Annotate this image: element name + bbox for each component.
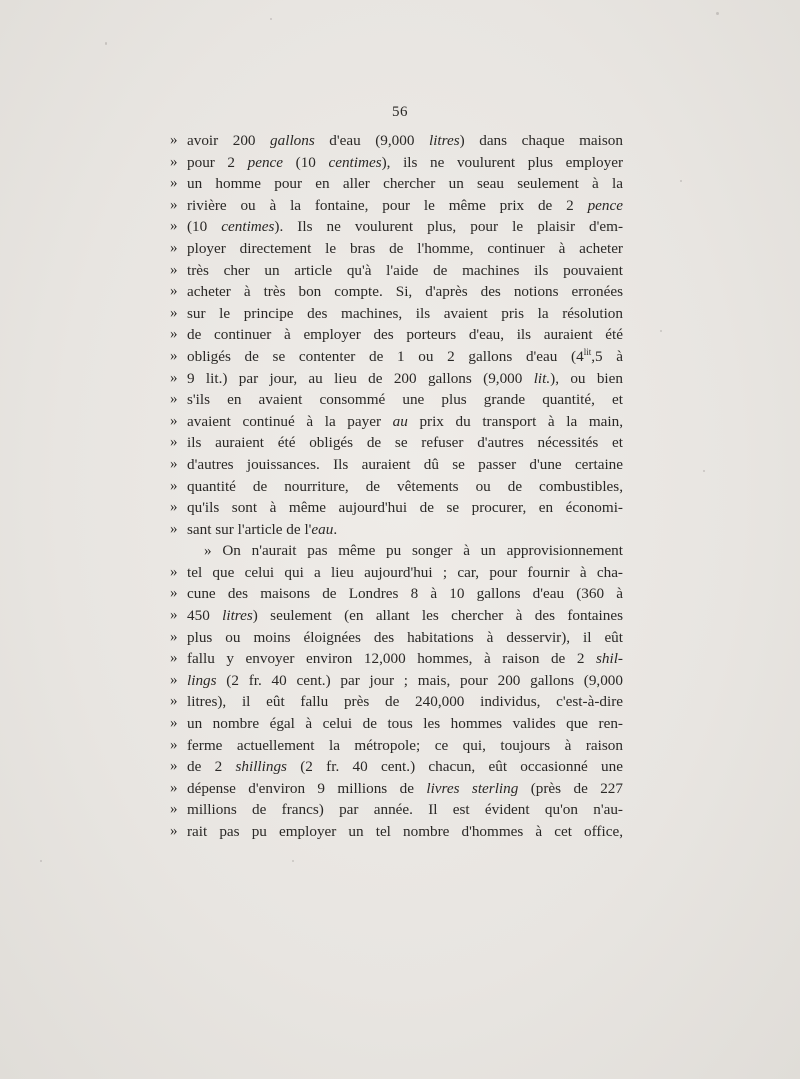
text-segment: ), ils ne voulurent plus employer bbox=[381, 153, 624, 171]
text-segment: (10 bbox=[187, 218, 222, 236]
paper-speck bbox=[292, 860, 294, 862]
text-line bbox=[170, 303, 623, 325]
text-segment: eau bbox=[311, 520, 334, 538]
quote-mark: » bbox=[170, 477, 178, 494]
body-text bbox=[170, 130, 624, 843]
quote-mark: » bbox=[170, 499, 178, 516]
text-segment: pence bbox=[247, 153, 284, 171]
text-line bbox=[170, 562, 623, 584]
text-segment: 450 bbox=[187, 607, 223, 625]
text-line bbox=[170, 735, 623, 757]
text-segment: (2 fr. 40 cent.) chacun, eût occasionné une bbox=[286, 758, 623, 776]
text-segment: ) dans chaque maison bbox=[459, 132, 623, 149]
quote-mark: » bbox=[170, 736, 178, 753]
text-line bbox=[170, 691, 623, 713]
paper-speck bbox=[680, 180, 682, 182]
text-line bbox=[170, 519, 623, 541]
text-line bbox=[170, 130, 623, 152]
quote-mark: » bbox=[170, 434, 178, 451]
text-segment: obligés de se contenter de 1 ou 2 gallons d'eau (4 bbox=[187, 347, 584, 365]
text-line bbox=[170, 281, 623, 303]
quote-mark: » bbox=[170, 175, 178, 192]
text-segment: sant sur l'article de l' bbox=[187, 520, 312, 538]
text-line bbox=[170, 778, 623, 800]
text-line bbox=[170, 195, 623, 217]
text-segment: ,5 à bbox=[591, 347, 624, 365]
quote-mark: » bbox=[170, 455, 178, 472]
text-segment: (2 fr. 40 cent.) par jour ; mais, pour 200 gallons (9,000 bbox=[216, 671, 623, 689]
quote-mark: » bbox=[170, 758, 178, 775]
quote-mark: » bbox=[170, 391, 178, 408]
text-segment: millions de francs) par année. Il est évident qu'on n'au- bbox=[187, 801, 623, 819]
text-segment: très cher un article qu'à l'aide de machines ils pouvaient bbox=[187, 261, 623, 279]
text-segment: rait pas pu employer un tel nombre d'hommes à cet office, bbox=[187, 823, 623, 840]
quote-mark: » bbox=[170, 779, 178, 796]
text-segment: sur le principe des machines, ils avaient pris la résolution bbox=[187, 304, 623, 322]
page-number: 56 bbox=[392, 104, 408, 120]
text-segment: ils auraient été obligés de se refuser d'autres nécessités et bbox=[187, 434, 623, 452]
text-segment: un nombre égal à celui de tous les hommes valides que ren- bbox=[187, 715, 623, 733]
text-segment: cune des maisons de Londres 8 à 10 gallons d'eau (360 à bbox=[187, 585, 623, 603]
quote-mark: » bbox=[170, 520, 178, 537]
quote-mark: » bbox=[170, 650, 178, 667]
paper-speck bbox=[40, 860, 42, 862]
quote-mark: » bbox=[170, 239, 178, 256]
text-line bbox=[170, 821, 623, 843]
text-segment: un homme pour en aller chercher un seau seulement à la bbox=[187, 175, 623, 193]
text-line bbox=[170, 583, 623, 605]
text-segment: centimes bbox=[328, 153, 382, 171]
text-segment: ferme actuellement la métropole; ce qui, toujours à raison bbox=[187, 736, 623, 754]
text-segment: ). Ils ne voulurent plus, pour le plaisir d'em- bbox=[274, 218, 624, 236]
quote-mark: » bbox=[170, 801, 178, 818]
text-segment: rivière ou à la fontaine, pour le même prix de 2 bbox=[187, 196, 588, 214]
text-segment: pence bbox=[587, 196, 623, 214]
text-line bbox=[170, 756, 623, 778]
text-line bbox=[170, 670, 623, 692]
text-segment: tel que celui qui a lieu aujourd'hui ; car, pour fournir à cha- bbox=[187, 563, 623, 581]
quote-mark: » bbox=[170, 715, 178, 732]
quote-mark: » bbox=[170, 261, 178, 278]
text-segment: lings bbox=[187, 671, 217, 689]
text-line bbox=[170, 605, 624, 627]
text-line bbox=[170, 260, 623, 282]
text-segment: s'ils en avaient consommé une plus grande quantité, et bbox=[187, 391, 623, 409]
text-line bbox=[170, 627, 623, 649]
text-segment: quantité de nourriture, de vêtements ou de combustibles, bbox=[187, 477, 623, 495]
text-segment: . bbox=[333, 520, 338, 538]
text-segment: shillings bbox=[235, 758, 287, 776]
text-segment: ) seulement (en allant les chercher à des fontaines bbox=[252, 607, 624, 625]
text-segment: avaient continué à la payer bbox=[187, 412, 393, 430]
quote-mark: » bbox=[170, 369, 178, 386]
text-line bbox=[170, 497, 623, 519]
paper-speck bbox=[716, 12, 719, 15]
text-line bbox=[170, 411, 623, 433]
quote-mark: » bbox=[170, 823, 178, 839]
text-segment: d'eau (9,000 bbox=[314, 132, 429, 149]
text-line bbox=[170, 476, 623, 498]
text-segment: dépense d'environ 9 millions de bbox=[187, 779, 427, 797]
quote-mark: » bbox=[170, 132, 178, 148]
text-segment: shil- bbox=[595, 650, 623, 668]
text-segment: ployer directement le bras de l'homme, continuer à acheter bbox=[187, 239, 623, 257]
text-segment: prix du transport à la main, bbox=[407, 412, 623, 430]
text-segment: livres sterling bbox=[426, 779, 519, 797]
text-line bbox=[170, 324, 623, 346]
text-segment: au bbox=[392, 412, 408, 430]
text-segment: lit bbox=[583, 346, 592, 357]
text-segment: de 2 bbox=[187, 758, 236, 776]
text-segment: qu'ils sont à même aujourd'hui de se procurer, en économi- bbox=[187, 499, 623, 517]
quote-mark: » bbox=[170, 218, 178, 235]
quote-mark: » bbox=[170, 563, 178, 580]
paper-speck bbox=[105, 42, 107, 45]
quote-mark: » bbox=[170, 304, 178, 321]
text-segment: plus ou moins éloignées des habitations à desservir), il eût bbox=[187, 628, 623, 646]
text-segment: litres bbox=[428, 132, 460, 149]
text-segment: 9 lit.) par jour, au lieu de 200 gallons (9,000 bbox=[187, 369, 534, 387]
quote-mark: » bbox=[170, 347, 178, 364]
text-segment: » On n'aurait pas même pu songer à un approvisionnement bbox=[204, 542, 623, 560]
quote-mark: » bbox=[170, 153, 178, 170]
quote-mark: » bbox=[170, 607, 178, 624]
text-line bbox=[170, 799, 623, 821]
text-segment: centimes bbox=[221, 218, 275, 236]
text-segment: litres bbox=[222, 607, 253, 625]
text-line bbox=[170, 368, 623, 390]
text-line bbox=[170, 346, 624, 368]
text-line bbox=[170, 648, 623, 670]
paper-speck bbox=[660, 330, 662, 332]
quote-mark: » bbox=[170, 693, 178, 710]
text-segment: ), ou bien bbox=[550, 369, 623, 387]
quote-mark: » bbox=[170, 283, 178, 300]
text-segment: avoir 200 bbox=[187, 132, 271, 149]
text-line bbox=[187, 540, 623, 562]
text-line bbox=[170, 389, 623, 411]
text-segment: de continuer à employer des porteurs d'eau, ils auraient été bbox=[187, 326, 623, 344]
text-segment: gallons bbox=[270, 132, 315, 149]
text-line bbox=[170, 216, 624, 238]
paper-speck bbox=[270, 18, 272, 20]
quote-mark: » bbox=[170, 196, 178, 213]
text-segment: acheter à très bon compte. Si, d'après des notions erronées bbox=[187, 283, 623, 301]
text-line bbox=[170, 238, 623, 260]
text-line bbox=[170, 173, 623, 195]
text-segment: (près de 227 bbox=[518, 779, 623, 797]
text-segment: fallu y envoyer environ 12,000 hommes, à raison de 2 bbox=[187, 650, 596, 668]
text-segment: lit. bbox=[533, 369, 551, 387]
text-line bbox=[170, 454, 623, 476]
paper-speck bbox=[703, 470, 705, 472]
text-segment: litres), il eût fallu près de 240,000 individus, c'est-à-dire bbox=[187, 693, 623, 711]
text-line bbox=[170, 432, 623, 454]
quote-mark: » bbox=[170, 585, 178, 602]
text-segment: pour 2 bbox=[187, 153, 248, 171]
quote-mark: » bbox=[170, 671, 178, 688]
quote-mark: » bbox=[170, 326, 178, 343]
text-segment: (10 bbox=[283, 153, 329, 171]
quote-mark: » bbox=[170, 412, 178, 429]
text-segment: d'autres jouissances. Ils auraient dû se passer d'une certaine bbox=[187, 455, 623, 473]
text-line bbox=[170, 713, 623, 735]
text-line bbox=[170, 152, 624, 174]
quote-mark: » bbox=[170, 628, 178, 645]
